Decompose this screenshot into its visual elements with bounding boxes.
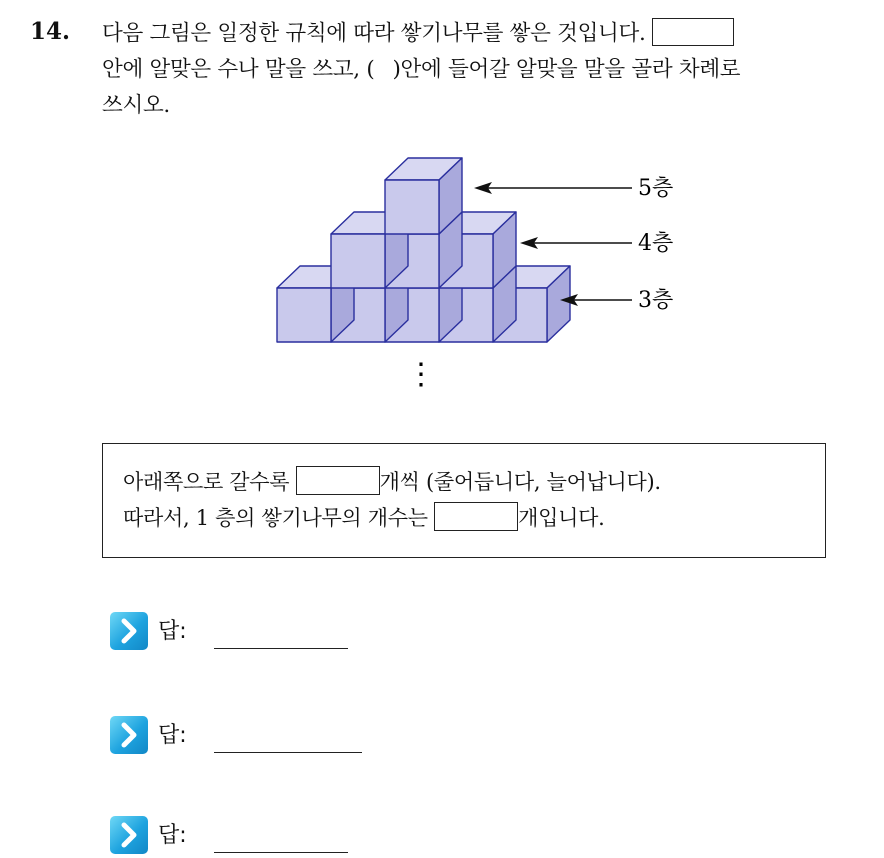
hint-line-1 <box>123 464 825 500</box>
arrow-5th-floor <box>474 182 632 194</box>
answer-input-line-2[interactable] <box>214 752 362 753</box>
answer-input-line-3[interactable] <box>214 852 348 853</box>
question-line-1-text: 다음 그림은 일정한 규칙에 따라 쌓기나무를 쌓은 것입니다. <box>102 21 646 46</box>
cube-front-face <box>385 180 439 234</box>
label-3rd-floor: 3층 <box>638 288 674 313</box>
arrow-3rd-floor <box>560 294 632 306</box>
question-line-1 <box>102 16 872 52</box>
chevron-right-icon <box>110 612 148 650</box>
chevron-right-icon <box>110 716 148 754</box>
cube-front-face <box>277 288 331 342</box>
hint-line-2-text-a: 따라서, 1 층의 쌓기나무의 개수는 <box>123 506 428 530</box>
question-line-2-text-b: )안에 들어갈 알맞을 말을 골라 차례로 <box>392 57 741 82</box>
cube-group <box>277 158 570 342</box>
continuation-dots: ⋮ <box>406 357 436 390</box>
arrow-4th-floor <box>520 237 632 249</box>
answer-input-line-1[interactable] <box>214 648 348 649</box>
question-line-2 <box>102 52 872 88</box>
question-number: 14. <box>30 18 71 45</box>
hint-line-2-text-b: 개입니다. <box>518 506 605 530</box>
question-line-2-text-a: 안에 알맞은 수나 말을 쓰고, ( <box>102 57 375 82</box>
hint-line-1-text-b: 개씩 (줄어듭니다, 늘어납니다). <box>379 470 661 494</box>
answer-label: 답: <box>158 723 187 748</box>
label-5th-floor: 5층 <box>638 176 674 201</box>
cube-front-face <box>331 234 385 288</box>
chevron-right-icon <box>110 816 148 854</box>
hint-blank-count <box>296 466 380 495</box>
hint-line-1-text-a: 아래쪽으로 갈수록 <box>123 470 290 494</box>
answer-label: 답: <box>158 823 187 848</box>
hint-blank-total <box>434 502 518 531</box>
hint-box <box>102 443 826 558</box>
question-text <box>102 16 872 124</box>
label-4th-floor: 4층 <box>638 231 674 256</box>
question-line-3: 쓰시오. <box>102 93 170 118</box>
block-stack-figure <box>260 150 700 390</box>
answer-label: 답: <box>158 619 187 644</box>
question-blank-box <box>652 18 734 46</box>
hint-line-2 <box>123 500 825 536</box>
